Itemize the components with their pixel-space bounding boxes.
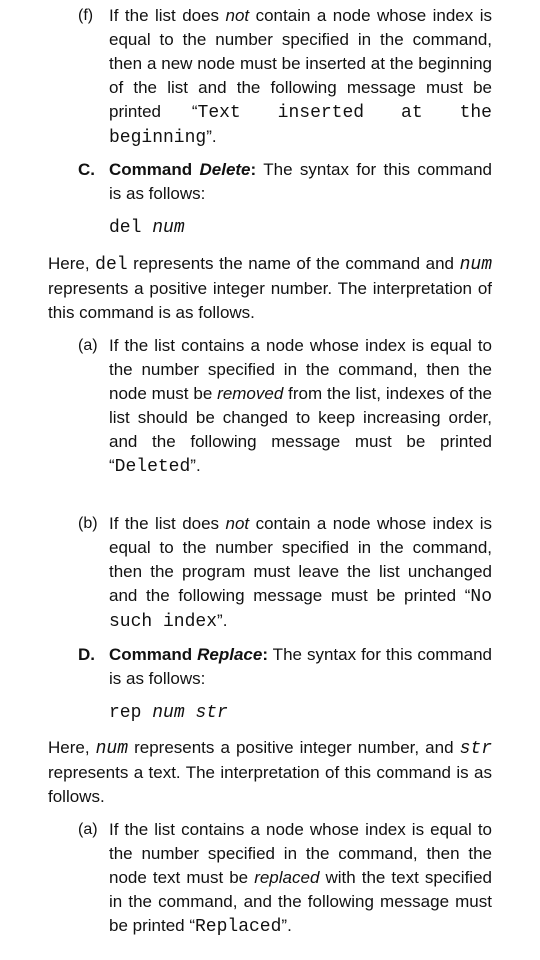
list-item-replace-a	[78, 818, 492, 939]
paragraph-replace: Here, num represents a positive integer number, and str represents a text. The interpretation of this command is as follows.	[48, 738, 492, 806]
message-literal: Replaced	[195, 917, 282, 937]
item-text: If the list does not contain a node whose index is equal to the number specified in the command, then the program must leave the list unchanged and the following message must be printed “No such index”.	[109, 514, 492, 632]
message-literal: No such index	[109, 587, 492, 632]
item-marker: (a)	[78, 337, 98, 354]
item-text: If the list contains a node whose index is equal to the number specified in the command, then the node must be removed from the list, indexes of the list should be changed to keep increasing order, and the following message must be printed “Deleted”.	[109, 336, 492, 477]
item-marker: (b)	[78, 515, 98, 532]
list-item-delete-b	[78, 512, 492, 634]
item-marker: (a)	[78, 821, 98, 838]
message-literal: Text inserted at the beginning	[109, 103, 492, 148]
section-c-heading	[78, 158, 492, 206]
section-text: Command Delete: The syntax for this command is as follows:	[109, 160, 492, 203]
syntax-delete: del num	[109, 218, 185, 238]
command-name: Delete	[199, 160, 251, 179]
list-item-f	[78, 4, 492, 150]
section-d-heading	[78, 643, 492, 691]
paragraph-delete: Here, del represents the name of the command and num represents a positive integer number. The interpretation of this command is as follows.	[48, 254, 493, 322]
list-item-delete-a	[78, 334, 492, 479]
section-marker: C.	[78, 160, 95, 179]
command-name: Replace	[197, 645, 263, 664]
item-text: If the list contains a node whose index is equal to the number specified in the command, then the node text must be replaced with the text specified in the command, and the following message must be printed “Replaced”.	[109, 820, 492, 937]
section-text: Command Replace: The syntax for this command is as follows:	[109, 645, 492, 688]
item-marker: (f)	[78, 7, 94, 24]
item-text: If the list does not contain a node whose index is equal to the number specified in the command, then a new node must be inserted at the beginning of the list and the following message must be printed “Text inserted at the beginning”.	[109, 6, 492, 148]
syntax-replace: rep num str	[109, 703, 228, 723]
message-literal: Deleted	[114, 457, 191, 477]
section-marker: D.	[78, 645, 95, 664]
